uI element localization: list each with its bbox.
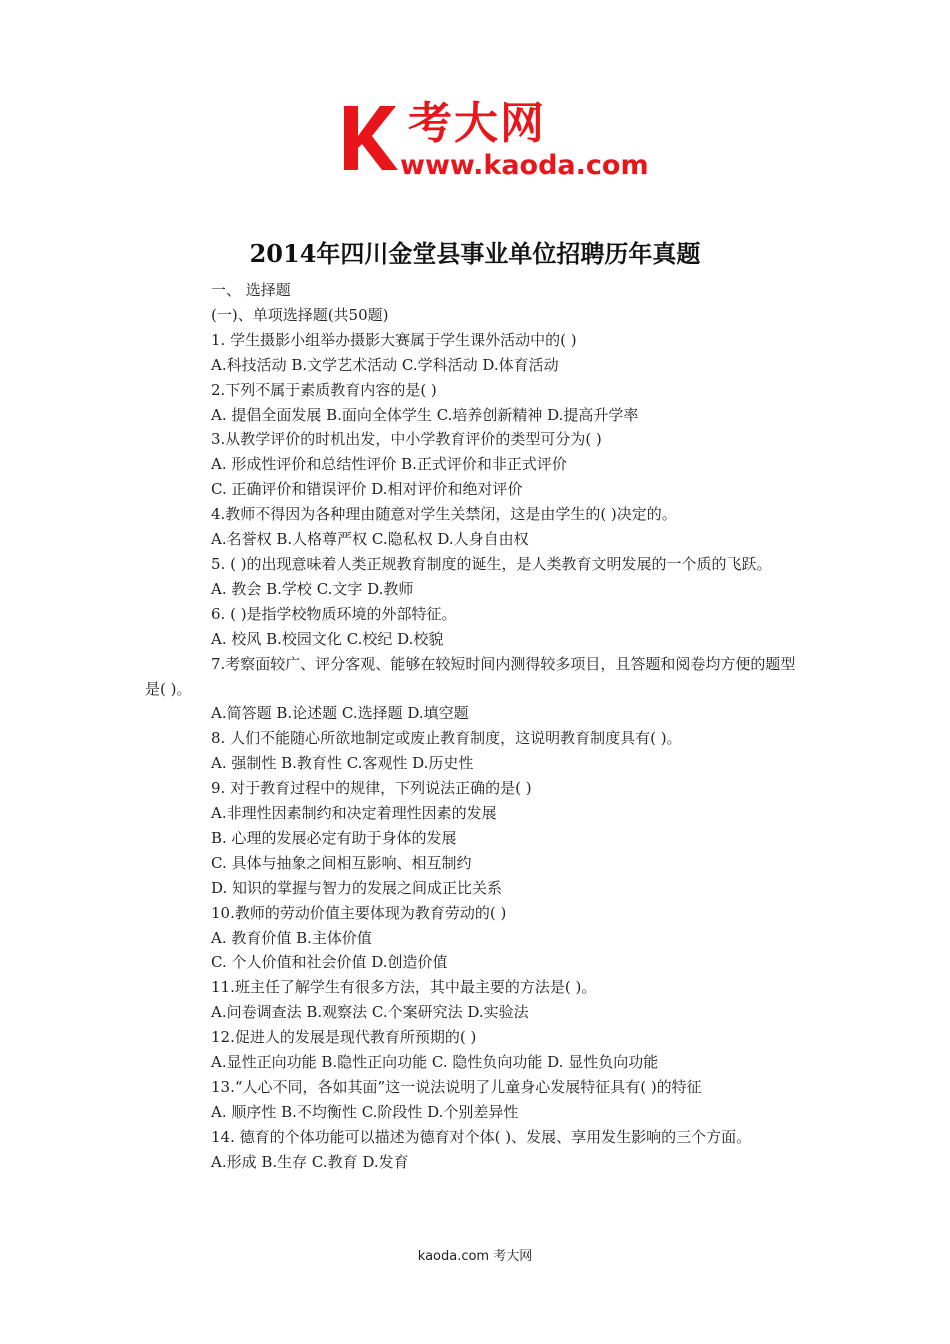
question-line: 2.下列不属于素质教育内容的是( ): [211, 380, 437, 399]
question-line: 5. ( )的出现意味着人类正规教育制度的诞生，是人类教育文明发展的一个质的飞跃。: [211, 554, 772, 573]
question-line: A. 强制性 B.教育性 C.客观性 D.历史性: [211, 754, 474, 773]
logo-url: www.kaoda.com: [400, 150, 649, 181]
question-line: 9. 对于教育过程中的规律，下列说法正确的是( ): [211, 779, 532, 798]
document-title: 2014年四川金堂县事业单位招聘历年真题: [249, 239, 701, 268]
question-line: C. 正确评价和错误评价 D.相对评价和绝对评价: [211, 480, 523, 499]
question-line: B. 心理的发展必定有助于身体的发展: [211, 828, 457, 847]
question-line: 7.考察面较广、评分客观、能够在较短时间内测得较多项目，且答题和阅卷均方便的题型是( )。: [145, 654, 796, 698]
question-line: A.名誉权 B.人格尊严权 C.隐私权 D.人身自由权: [211, 530, 529, 549]
question-line: A.科技活动 B.文学艺术活动 C.学科活动 D.体育活动: [211, 355, 559, 374]
question-line: A. 教育价值 B.主体价值: [211, 928, 372, 947]
k-logo-icon: [340, 100, 404, 174]
question-line: 3.从教学评价的时机出发，中小学教育评价的类型可分为( ): [211, 430, 602, 449]
question-line: 13.“人心不同，各如其面”这一说法说明了儿童身心发展特征具有( )的特征: [211, 1078, 702, 1096]
question-line: A. 提倡全面发展 B.面向全体学生 C.培养创新精神 D.提高升学率: [211, 405, 639, 424]
question-line: A. 校风 B.校园文化 C.校纪 D.校貌: [211, 629, 444, 648]
logo-chinese-name: 考大网: [408, 98, 546, 149]
question-line: 12.促进人的发展是现代教育所预期的( ): [211, 1028, 477, 1047]
question-line: C. 具体与抽象之间相互影响、相互制约: [211, 853, 472, 872]
question-line: 4.教师不得因为各种理由随意对学生关禁闭，这是由学生的( )决定的。: [211, 505, 677, 524]
question-line: A.显性正向功能 B.隐性正向功能 C. 隐性负向功能 D. 显性负向功能: [211, 1053, 659, 1072]
question-line: A.形成 B.生存 C.教育 D.发育: [211, 1152, 409, 1171]
question-line: 一、 选择题: [211, 281, 291, 299]
question-line: A. 教会 B.学校 C.文字 D.教师: [211, 579, 414, 598]
question-line: 8. 人们不能随心所欲地制定或废止教育制度，这说明教育制度具有( )。: [211, 729, 682, 748]
page-footer: kaoda.com 考大网: [417, 1249, 533, 1264]
question-line: A. 顺序性 B.不均衡性 C.阶段性 D.个别差异性: [211, 1102, 519, 1121]
question-list: [145, 278, 810, 1175]
kaoda-logo: [340, 96, 662, 186]
question-line: 6. ( )是指学校物质环境的外部特征。: [211, 604, 457, 623]
question-line: 11.班主任了解学生有很多方法，其中最主要的方法是( )。: [211, 978, 597, 997]
question-line: A.简答题 B.论述题 C.选择题 D.填空题: [211, 704, 469, 723]
question-line: (一)、单项选择题(共50题): [211, 305, 389, 324]
question-line: C. 个人价值和社会价值 D.创造价值: [211, 953, 448, 972]
question-line: 14. 德育的个体功能可以描述为德育对个体( )、发展、享用发生影响的三个方面。: [211, 1127, 752, 1146]
question-line: A. 形成性评价和总结性评价 B.正式评价和非正式评价: [211, 455, 567, 474]
question-line: 10.教师的劳动价值主要体现为教育劳动的( ): [211, 903, 507, 922]
question-line: A.非理性因素制约和决定着理性因素的发展: [211, 804, 497, 823]
question-line: 1. 学生摄影小组举办摄影大赛属于学生课外活动中的( ): [211, 330, 577, 349]
question-line: A.问卷调查法 B.观察法 C.个案研究法 D.实验法: [211, 1003, 529, 1022]
question-line: D. 知识的掌握与智力的发展之间成正比关系: [211, 878, 503, 897]
